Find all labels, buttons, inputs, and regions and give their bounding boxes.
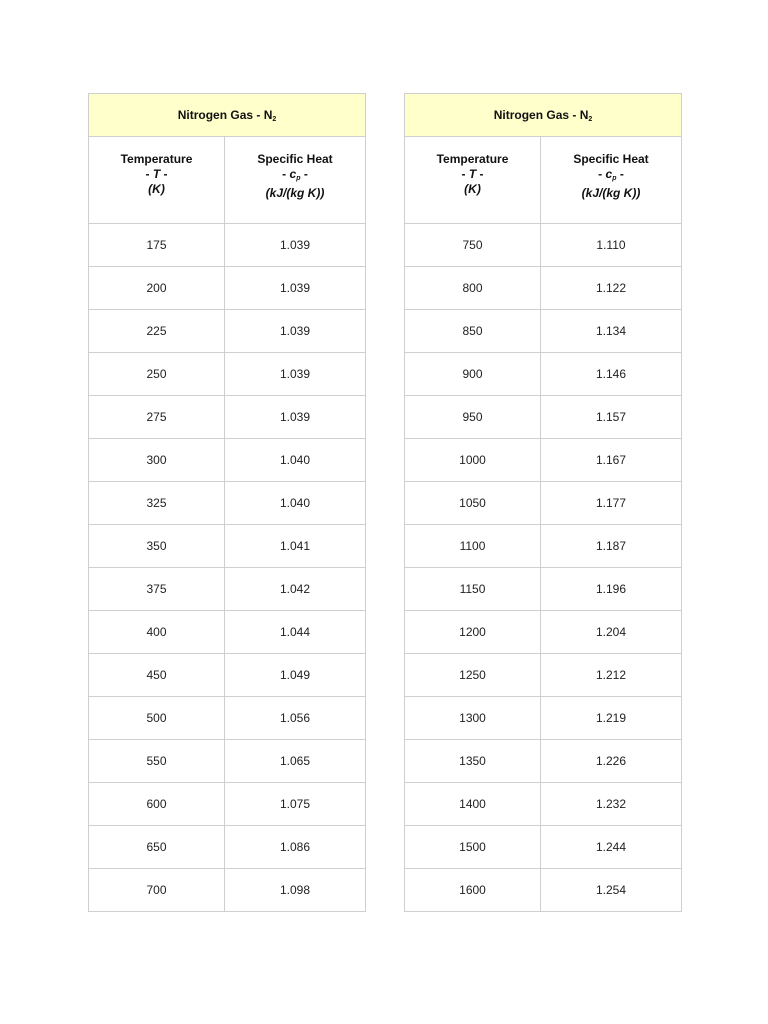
table-row: [405, 826, 682, 869]
specific-heat-header: [541, 137, 682, 224]
temperature-cell: 1400: [405, 783, 541, 826]
table-row: [405, 611, 682, 654]
temperature-symbol: - T -: [145, 167, 168, 181]
temperature-cell: 175: [89, 224, 225, 267]
table-row: [405, 697, 682, 740]
table-row: [405, 439, 682, 482]
title-subscript: 2: [272, 115, 277, 123]
specific-heat-cell: 1.110: [541, 224, 682, 267]
temperature-symbol: - T -: [461, 167, 484, 181]
temperature-label: Temperature: [120, 152, 193, 166]
temperature-cell: 600: [89, 783, 225, 826]
table-row: [89, 826, 366, 869]
specific-heat-cell: 1.039: [225, 353, 366, 396]
specific-heat-cell: 1.040: [225, 439, 366, 482]
specific-heat-cell: 1.167: [541, 439, 682, 482]
specific-heat-cell: 1.212: [541, 654, 682, 697]
temperature-label: Temperature: [436, 152, 509, 166]
specific-heat-cell: 1.044: [225, 611, 366, 654]
specific-heat-cell: 1.122: [541, 267, 682, 310]
table-row: [89, 525, 366, 568]
temperature-cell: 950: [405, 396, 541, 439]
table-row: [89, 439, 366, 482]
temperature-cell: 500: [89, 697, 225, 740]
table-row: [405, 267, 682, 310]
specific-heat-label: Specific Heat: [573, 152, 649, 166]
specific-heat-cell: 1.134: [541, 310, 682, 353]
table-row: [89, 224, 366, 267]
specific-heat-unit: (kJ/(kg K)): [581, 186, 641, 200]
specific-heat-header: [225, 137, 366, 224]
specific-heat-cell: 1.056: [225, 697, 366, 740]
specific-heat-symbol: - $c_p$ -: [282, 167, 308, 182]
table-row: [89, 697, 366, 740]
specific-heat-cell: 1.075: [225, 783, 366, 826]
specific-heat-cell: 1.254: [541, 869, 682, 912]
temperature-cell: 1000: [405, 439, 541, 482]
table-row: [405, 869, 682, 912]
table-title: Nitrogen Gas - $N_2$: [405, 94, 682, 137]
table-row: [405, 396, 682, 439]
table-row: [405, 525, 682, 568]
temperature-cell: 325: [89, 482, 225, 525]
table-row: [405, 654, 682, 697]
table-row: [405, 740, 682, 783]
temperature-cell: 550: [89, 740, 225, 783]
temperature-cell: 1600: [405, 869, 541, 912]
specific-heat-cell: 1.049: [225, 654, 366, 697]
specific-heat-cell: 1.196: [541, 568, 682, 611]
table-row: [89, 740, 366, 783]
temperature-cell: 1500: [405, 826, 541, 869]
specific-heat-cell: 1.042: [225, 568, 366, 611]
specific-heat-cell: 1.177: [541, 482, 682, 525]
table-row: [89, 568, 366, 611]
temperature-cell: 250: [89, 353, 225, 396]
table-row: [89, 267, 366, 310]
nitrogen-table-left: [88, 93, 366, 912]
specific-heat-cell: 1.157: [541, 396, 682, 439]
table-row: [405, 783, 682, 826]
table-row: [405, 568, 682, 611]
table-row: [89, 654, 366, 697]
temperature-cell: 450: [89, 654, 225, 697]
specific-heat-cell: 1.226: [541, 740, 682, 783]
temperature-cell: 1150: [405, 568, 541, 611]
temperature-cell: 375: [89, 568, 225, 611]
temperature-cell: 300: [89, 439, 225, 482]
nitrogen-table-right: [404, 93, 682, 912]
temperature-cell: 350: [89, 525, 225, 568]
temperature-cell: 1300: [405, 697, 541, 740]
temperature-cell: 650: [89, 826, 225, 869]
specific-heat-cell: 1.086: [225, 826, 366, 869]
temperature-cell: 200: [89, 267, 225, 310]
table-row: [89, 353, 366, 396]
specific-heat-cell: 1.232: [541, 783, 682, 826]
temperature-cell: 275: [89, 396, 225, 439]
table-row: [405, 353, 682, 396]
table-row: [405, 482, 682, 525]
temperature-unit: (K): [148, 182, 165, 196]
temperature-cell: 1100: [405, 525, 541, 568]
table-row: [405, 310, 682, 353]
specific-heat-cell: 1.041: [225, 525, 366, 568]
temperature-cell: 225: [89, 310, 225, 353]
table-row: [89, 869, 366, 912]
specific-heat-cell: 1.098: [225, 869, 366, 912]
temperature-cell: 850: [405, 310, 541, 353]
table-row: [89, 310, 366, 353]
specific-heat-cell: 1.039: [225, 224, 366, 267]
temperature-unit: (K): [464, 182, 481, 196]
specific-heat-cell: 1.219: [541, 697, 682, 740]
specific-heat-cell: 1.040: [225, 482, 366, 525]
specific-heat-cell: 1.146: [541, 353, 682, 396]
temperature-cell: 900: [405, 353, 541, 396]
temperature-header: [405, 137, 541, 224]
temperature-cell: 1200: [405, 611, 541, 654]
table-row: [405, 224, 682, 267]
temperature-cell: 800: [405, 267, 541, 310]
specific-heat-cell: 1.187: [541, 525, 682, 568]
specific-heat-label: Specific Heat: [257, 152, 333, 166]
temperature-cell: 400: [89, 611, 225, 654]
specific-heat-cell: 1.244: [541, 826, 682, 869]
specific-heat-unit: (kJ/(kg K)): [265, 186, 325, 200]
temperature-cell: 700: [89, 869, 225, 912]
title-subscript: 2: [588, 115, 593, 123]
table-row: [89, 396, 366, 439]
specific-heat-cell: 1.039: [225, 267, 366, 310]
specific-heat-cell: 1.039: [225, 310, 366, 353]
table-row: [89, 611, 366, 654]
specific-heat-cell: 1.204: [541, 611, 682, 654]
table-row: [89, 783, 366, 826]
specific-heat-symbol: - $c_p$ -: [598, 167, 624, 182]
specific-heat-cell: 1.039: [225, 396, 366, 439]
table-row: [89, 482, 366, 525]
temperature-cell: 1350: [405, 740, 541, 783]
temperature-cell: 750: [405, 224, 541, 267]
table-title: Nitrogen Gas - $N_2$: [89, 94, 366, 137]
temperature-cell: 1050: [405, 482, 541, 525]
temperature-header: [89, 137, 225, 224]
specific-heat-cell: 1.065: [225, 740, 366, 783]
temperature-cell: 1250: [405, 654, 541, 697]
